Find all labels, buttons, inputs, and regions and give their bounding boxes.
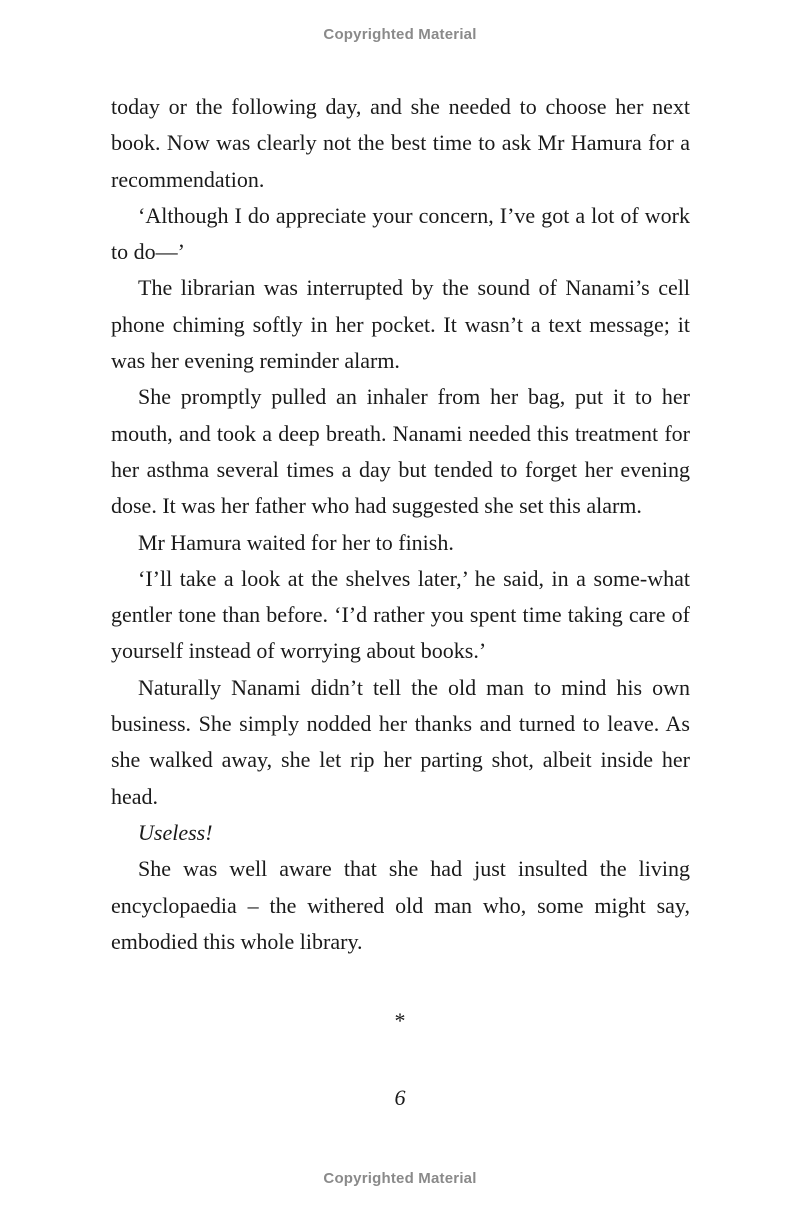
paragraph: She promptly pulled an inhaler from her bag, put it to her mouth, and took a deep breath. Nanami needed this treatment for her asthma several times a day but tended to forget her evening dose. It was her father who had suggested she set this alarm. xyxy=(111,384,690,519)
paragraph: Mr Hamura waited for her to finish. xyxy=(138,529,454,555)
paragraph: Naturally Nanami didn’t tell the old man to mind his own business. She simply nodded her thanks and turned to leave. As she walked away, she let rip her parting shot, albeit inside her head. xyxy=(111,674,690,809)
paragraph: ‘Although I do appreciate your concern, I’ve got a lot of work to do—’ xyxy=(111,202,690,265)
paragraph: The librarian was interrupted by the sound of Nanami’s cell phone chiming softly in her pocket. It wasn’t a text message; it was her evening reminder alarm. xyxy=(111,275,690,374)
body-text xyxy=(111,89,690,960)
scene-break-asterisk: * xyxy=(394,1008,406,1033)
paragraph: She was well aware that she had just insulted the living encyclopaedia – the withered old man who, some might say, embodied this whole library. xyxy=(111,856,690,954)
page-number: 6 xyxy=(394,1085,406,1110)
copyright-watermark-top: Copyrighted Material xyxy=(323,26,477,43)
paragraph-italic-thought: Useless! xyxy=(138,819,213,845)
paragraph: today or the following day, and she needed to choose her next book. Now was clearly not the best time to ask Mr Hamura for a recommendation. xyxy=(111,94,690,192)
paragraph: ‘I’ll take a look at the shelves later,’ he said, in a some-what gentler tone than before. ‘I’d rather you spent time taking care of yourself instead of worrying about books.’ xyxy=(111,565,690,664)
copyright-watermark-bottom: Copyrighted Material xyxy=(323,1170,477,1187)
